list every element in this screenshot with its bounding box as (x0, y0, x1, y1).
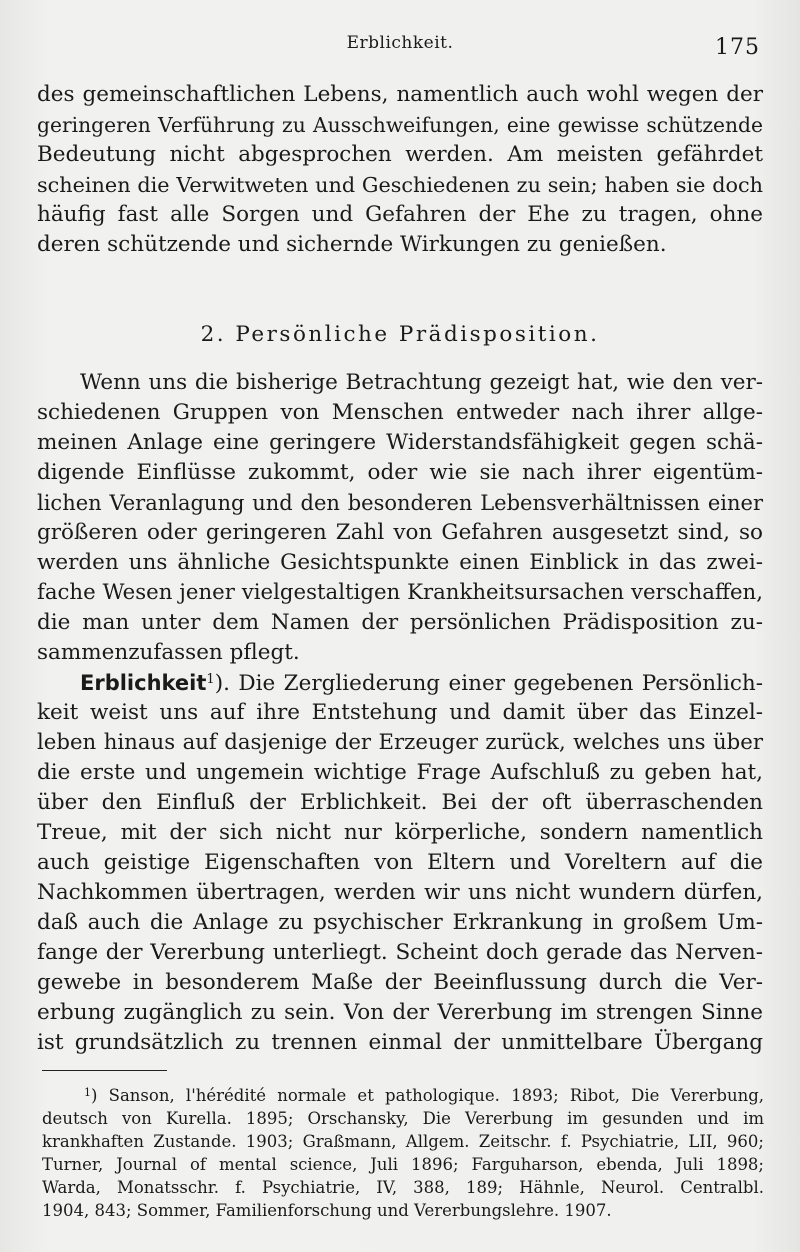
text-span: ). Die Zergliederung einer gegebenen Persönlich- (214, 671, 763, 696)
text-line: geringeren Verführung zu Ausschweifungen, eine gewisse schützende (37, 113, 763, 137)
footnote-line: Warda, Monatsschr. f. Psychiatrie, IV, 388, 189; Hähnle, Neurol. Centralbl. (42, 1178, 764, 1197)
text-line: über den Einfluß der Erblichkeit. Bei der oft überraschenden (37, 790, 763, 815)
text-line: Wenn uns die bisherige Betrachtung gezeigt hat, wie den ver- (80, 370, 763, 395)
section-heading: 2. Persönliche Prädisposition. (200, 322, 600, 347)
footnote-reference: 1 (206, 672, 215, 687)
text-line: fange der Vererbung unterliegt. Scheint doch gerade das Nerven- (37, 940, 763, 965)
text-line: werden uns ähnliche Gesichtspunkte einen Einblick in das zwei- (37, 550, 763, 575)
text-line: lichen Veranlagung und den besonderen Lebensverhältnissen einer (37, 491, 763, 515)
text-line: deren schützende und sichernde Wirkungen zu genießen. (37, 232, 667, 257)
text-line: meinen Anlage eine geringere Widerstandsfähigkeit gegen schä- (37, 430, 763, 455)
text-line: Bedeutung nicht abgesprochen werden. Am meisten gefährdet (37, 142, 763, 167)
text-line: gewebe in besonderem Maße der Beeinflussung durch die Ver- (37, 970, 763, 995)
text-line: sammenzufassen pflegt. (37, 640, 300, 665)
text-line: des gemeinschaftlichen Lebens, namentlich auch wohl wegen der (37, 82, 763, 107)
text-line: keit weist uns auf ihre Entstehung und damit über das Einzel- (37, 700, 763, 725)
text-line: größeren oder geringeren Zahl von Gefahren ausgesetzt sind, so (37, 520, 763, 545)
footnote-line: deutsch von Kurella. 1895; Orschansky, Die Vererbung im gesunden und im (42, 1109, 764, 1128)
footnote-line: Turner, Journal of mental science, Juli 1896; Farguharson, ebenda, Juli 1898; (42, 1155, 764, 1174)
text-line: digende Einflüsse zukommt, oder wie sie nach ihrer eigentüm- (37, 460, 763, 485)
text-line: erbung zugänglich zu sein. Von der Vererbung im strengen Sinne (37, 1000, 763, 1025)
text-line: fache Wesen jener vielgestaltigen Krankheitsursachen verschaffen, (37, 580, 763, 605)
footnote-line: krankhaften Zustande. 1903; Graßmann, Allgem. Zeitschr. f. Psychiatrie, LII, 960; (42, 1132, 764, 1151)
text-span: ) Sanson, l'hérédité normale et pathologique. 1893; Ribot, Die Vererbung, (91, 1086, 764, 1105)
paragraph-lead-line (80, 668, 763, 698)
text-line: ist grundsätzlich zu trennen einmal der unmittelbare Übergang (37, 1030, 763, 1055)
text-line: Treue, mit der sich nicht nur körperliche, sondern namentlich (37, 820, 763, 845)
text-line: die man unter dem Namen der persönlichen Prädisposition zu- (37, 610, 763, 635)
footnote-first-line (84, 1084, 764, 1107)
text-line: häufig fast alle Sorgen und Gefahren der Ehe zu tragen, ohne (37, 202, 763, 227)
running-header: Erblichkeit. (346, 33, 454, 53)
text-line: scheinen die Verwitweten und Geschiedenen zu sein; haben sie doch (37, 173, 763, 197)
text-line: Nachkommen übertragen, werden wir uns nicht wundern dürfen, (37, 880, 763, 905)
text-line: auch geistige Eigenschaften von Eltern und Voreltern auf die (37, 850, 763, 875)
footnote-divider (42, 1070, 167, 1071)
text-line: schiedenen Gruppen von Menschen entweder nach ihrer allge- (37, 400, 763, 425)
text-line: die erste und ungemein wichtige Frage Aufschluß zu geben hat, (37, 760, 763, 785)
text-line: daß auch die Anlage zu psychischer Erkrankung in großem Um- (37, 910, 763, 935)
text-line: leben hinaus auf dasjenige der Erzeuger zurück, welches uns über (37, 730, 763, 755)
footnote-line: 1904, 843; Sommer, Familienforschung und Vererbungslehre. 1907. (42, 1201, 612, 1220)
page-number: 175 (715, 35, 760, 60)
run-in-heading: Erblichkeit (80, 671, 207, 695)
footnote-marker: 1 (84, 1086, 91, 1099)
